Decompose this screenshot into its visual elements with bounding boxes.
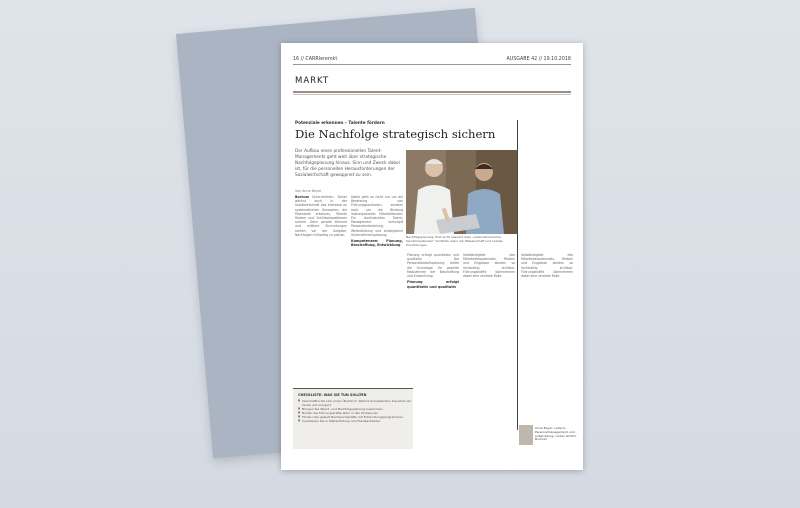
checklist-item: ■ Binden Sie Führungskräfte aktiv in den Prozess ein. [298,411,413,415]
column-1-text: Unternehmen. Daher wächst auch in der Sozialwirtschaft das Interesse an systematischen Konzepten, die Potenziale erkennen, Talente fördern und Schlüsselpositionen sichern. Denn gerade kleinere und mittlere Einrichtungen stehen vor der Aufgabe, Nachfolgen frühzeitig zu planen. [295,195,347,237]
checklist-box [293,388,413,449]
subheading-2: Planung erfolgt quantitativ und qualitativ [407,280,459,289]
subheading-1: Kompetenzen: Planung, Beschaffung, Entwicklung [351,239,403,248]
article-author: Von Anne Beyer [295,189,322,193]
column-3-text: Planung erfolgt quantitativ und qualitativ. Die Personalbedarfsplanung bildet die Grundlage für gezielte Maßnahmen der Beschaffung und Entwicklung. [407,253,459,279]
article-column-2 [351,195,403,385]
section-rule [293,91,571,93]
checklist-title: CHECKLISTE: WAS SIE TUN SOLLTEN [298,393,367,397]
sidebar-column [521,253,573,423]
page-header [293,57,571,62]
checklist-item: ■ Fördern Sie gezielt Nachwuchskräfte mit Entwicklungsprogrammen. [298,415,413,419]
author-bio: Anne Beyer, Leiterin Personalmanagement und -entwicklung, contec GmbH, Bochum [535,426,577,442]
article-column-4 [463,253,515,448]
article-kicker: Potenziale erkennen – Talente fördern [295,120,385,125]
magazine-page [281,43,583,470]
article-column-1 [295,195,347,385]
section-rule-thin [293,94,571,95]
column-4-text: Vollständigkeit des Mitarbeiterpotenzials, Risiken und Engpässe werden so rechtzeitig sichtbar. Führungskräfte übernehmen dabei eine zentrale Rolle. [463,253,515,279]
header-rule [293,64,571,65]
article-column-3 [407,253,459,448]
header-left: 16 // CARRIeremkt [293,57,338,62]
column-2-text: Dabei geht es nicht nur um die Besetzung von Führungspositionen, sondern auch um die Bindung leistungsstarker Mitarbeitender. Ein durchdachtes Talent-Management verknüpft Personalentwicklung, Weiterbildung und strategische Unternehmensplanung. [351,195,403,237]
dateline: Bochum [295,195,309,199]
checklist-item: ■ Bringen Sie Talent- und Nachfolgeplanung zusammen. [298,407,413,411]
article-title: Die Nachfolge strategisch sichern [295,127,496,141]
author-portrait [519,425,533,445]
article-lead: Der Aufbau eines professionellen Talent-Managements geht weit über strategische Nachfolgeplanung hinaus. Sinn und Zweck dabei ist, für die personellen Herausforderungen der Sozialwirtschaft gewappnet zu sein. [295,149,400,178]
article-photo [406,150,517,234]
sidebar-text: Vollständigkeit des Mitarbeiterpotenzials, Risiken und Engpässe werden so rechtzeitig sichtbar. Führungskräfte übernehmen dabei eine zentrale Rolle. [521,253,573,279]
checklist-item: ■ Verschaffen Sie sich einen Überblick: Welche Kompetenzen brauchen wir heute und morgen? [298,399,413,407]
photo-caption: Nachfolgeplanung: Erst recht relevant dass „unternehmerische Kernkompetenzen" ermitteln wenn die Wissenschaft und soziale Einrichtungen [406,235,503,247]
sidebar-divider [517,120,518,430]
checklist-item: ■ Investieren Sie in Weiterbildung und Feedbackkultur. [298,419,413,423]
photo-illustration [406,150,517,234]
section-title: MARKT [295,76,330,86]
header-right: AUSGABE 42 // 19.10.2018 [506,57,571,62]
